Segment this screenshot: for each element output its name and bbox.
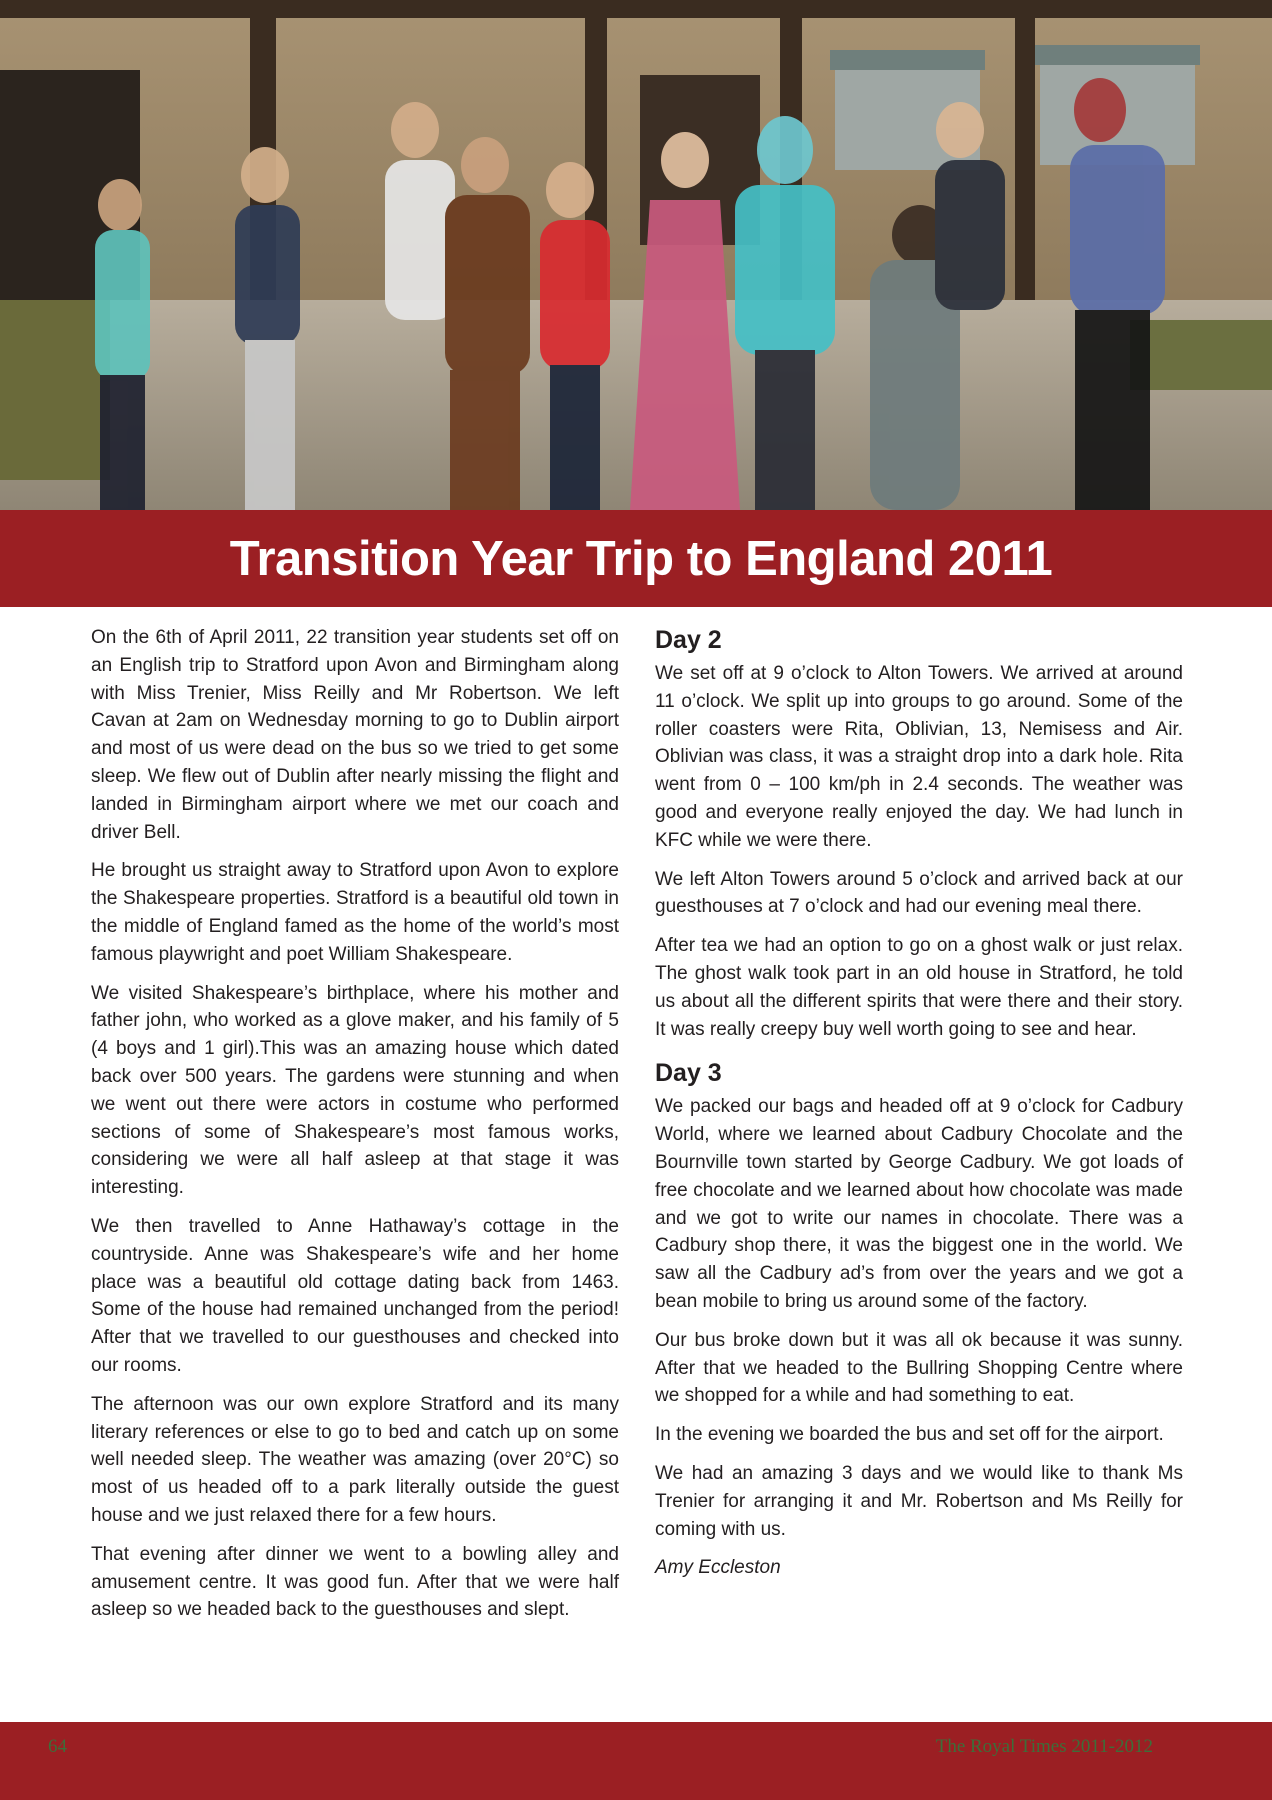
group-photo-icon: [0, 0, 1272, 510]
body-paragraph: We left Alton Towers around 5 o’clock and arrived back at our guesthouses at 7 o’clock and had our evening meal there.: [655, 868, 1183, 918]
author-signature: Amy Eccleston: [655, 1557, 781, 1579]
day3-heading: Day 3: [655, 1059, 722, 1088]
footer-band: [0, 1722, 1272, 1800]
body-paragraph: The afternoon was our own explore Stratford and its many literary references or else to go to bed and catch up on some well needed sleep. The weather was amazing (over 20°C) so most of us headed off to a park literally outside the guest house and we just relaxed there for a few hours.: [91, 1393, 619, 1526]
publication-name: The Royal Times 2011-2012: [935, 1736, 1153, 1757]
body-paragraph: We packed our bags and headed off at 9 o’clock for Cadbury World, where we learned about Cadbury Chocolate and the Bournville town started by George Cadbury. We got loads of free chocolate and we learned about how chocolate was made and we got to write our names in chocolate. There was a Cadbury shop there, it was the biggest one in the world. We saw all the Cadbury ad’s from over the years and we got a bean mobile to bring us around some of the factory.: [655, 1096, 1183, 1312]
group-photo: [0, 0, 1272, 510]
page-number: 64: [48, 1736, 67, 1757]
body-paragraph: On the 6th of April 2011, 22 transition year students set off on an English trip to Stratford upon Avon and Birmingham along with Miss Trenier, Miss Reilly and Mr Robertson. We left Cavan at 2am on Wednesday morning to go to Dublin airport and most of us were dead on the bus so we tried to get some sleep. We flew out of Dublin after nearly missing the flight and landed in Birmingham airport where we met our coach and driver Bell.: [91, 627, 619, 843]
body-paragraph: We set off at 9 o’clock to Alton Towers. We arrived at around 11 o’clock. We split up into groups to go around. Some of the roller coasters were Rita, Oblivian, 13, Nemisess and Air. Oblivian was class, it was a straight drop into a dark hole. Rita went from 0 – 100 km/ph in 2.4 seconds. The weather was good and everyone really enjoyed the day. We had lunch in KFC while we were there.: [655, 663, 1183, 851]
body-paragraph: We had an amazing 3 days and we would like to thank Ms Trenier for arranging it and Mr. Robertson and Ms Reilly for coming with us.: [655, 1462, 1183, 1540]
body-paragraph: In the evening we boarded the bus and set off for the airport.: [655, 1424, 1164, 1446]
body-paragraph: That evening after dinner we went to a bowling alley and amusement centre. It was good fun. After that we were half asleep so we headed back to the guesthouses and slept.: [91, 1543, 619, 1621]
body-paragraph: We then travelled to Anne Hathaway’s cottage in the countryside. Anne was Shakespeare’s wife and her home place was a beautiful old cottage dating back from 1463. Some of the house had remained unchanged from the period! After that we travelled to our guesthouses and checked into our rooms.: [91, 1215, 619, 1376]
right-column: [655, 624, 1183, 1593]
article-title: Transition Year Trip to England 2011: [229, 531, 1053, 586]
body-paragraph: We visited Shakespeare’s birthplace, where his mother and father john, who worked as a glove maker, and his family of 5 (4 boys and 1 girl).This was an amazing house which dated back over 500 years. The gardens were stunning and when we went out there were actors in costume who performed sections of some of Shakespeare’s most famous works, considering we were all half asleep at that stage it was interesting.: [91, 982, 619, 1199]
day2-heading: Day 2: [655, 626, 722, 654]
title-band: [0, 510, 1272, 607]
body-paragraph: After tea we had an option to go on a ghost walk or just relax. The ghost walk took part in an old house in Stratford, he told us about all the different spirits that were there and their story. It was really creepy buy well worth going to see and hear.: [655, 935, 1183, 1040]
left-column: [91, 624, 619, 1635]
body-paragraph: He brought us straight away to Stratford upon Avon to explore the Shakespeare properties. Stratford is a beautiful old town in the middle of England famed as the home of the world’s most famous playwright and poet William Shakespeare.: [91, 860, 619, 965]
body-paragraph: Our bus broke down but it was all ok because it was sunny. After that we headed to the Bullring Shopping Centre where we shopped for a while and had something to eat.: [655, 1329, 1183, 1407]
